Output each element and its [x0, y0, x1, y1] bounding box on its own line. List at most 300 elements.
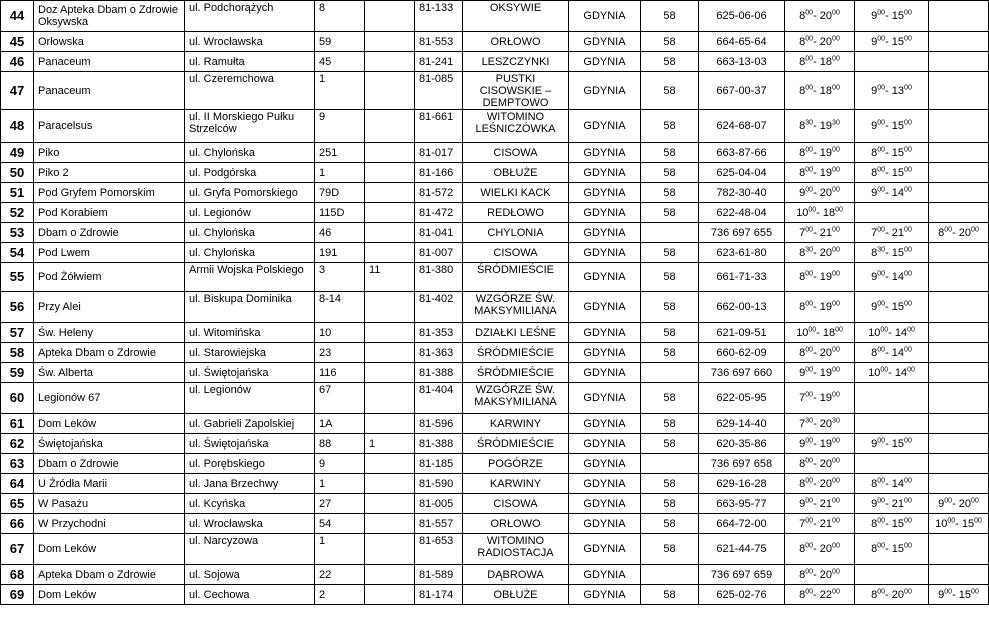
pharmacy-name: Pod Lwem [34, 243, 185, 263]
postal-code: 81-380 [415, 263, 463, 292]
district: ŚRÓDMIEŚCIE [463, 343, 569, 363]
close-hour: 14 [891, 477, 905, 490]
postal-code: 81-017 [415, 143, 463, 163]
open-hour: 8 [799, 120, 806, 132]
apartment-number [365, 363, 415, 383]
open-minute: 00 [877, 119, 886, 127]
close-hour: 19 [819, 366, 833, 379]
hours-range [871, 589, 912, 601]
close-hour: 20 [819, 457, 833, 470]
hours-dash: - [813, 271, 820, 283]
close-minute: 00 [904, 9, 912, 17]
city: GDYNIA [569, 434, 641, 454]
close-hour: 20 [819, 346, 833, 359]
close-hour: 15 [891, 166, 905, 179]
close-minute: 00 [832, 185, 840, 193]
close-minute: 00 [971, 225, 979, 233]
hours-saturday [855, 474, 929, 494]
close-hour: 20 [958, 497, 972, 510]
hours-sunday [929, 514, 989, 534]
hours-range [938, 498, 979, 510]
open-hour: 8 [871, 346, 878, 359]
open-minute: 00 [805, 270, 814, 278]
table-row [1, 343, 989, 363]
postal-code: 81-404 [415, 383, 463, 414]
city: GDYNIA [569, 323, 641, 343]
close-minute: 00 [835, 205, 843, 213]
postal-code: 81-185 [415, 454, 463, 474]
city: GDYNIA [569, 565, 641, 585]
area-code: 58 [641, 494, 699, 514]
open-minute: 00 [805, 391, 814, 399]
postal-code: 81-241 [415, 52, 463, 72]
open-hour: 8 [799, 301, 806, 313]
city: GDYNIA [569, 343, 641, 363]
open-minute: 00 [805, 83, 814, 91]
hours-sunday [929, 163, 989, 183]
open-hour: 9 [799, 497, 806, 510]
hours-weekday [785, 434, 855, 454]
phone: 629-14-40 [699, 414, 785, 434]
hours-sunday [929, 383, 989, 414]
area-code: 58 [641, 514, 699, 534]
close-hour: 19 [819, 301, 833, 313]
close-hour: 15 [891, 35, 905, 48]
row-number: 67 [1, 534, 34, 565]
hours-dash: - [885, 271, 892, 283]
phone: 736 697 659 [699, 565, 785, 585]
open-hour: 10 [868, 366, 881, 379]
phone: 625-04-04 [699, 163, 785, 183]
close-hour: 20 [819, 186, 833, 199]
close-hour: 20 [819, 10, 833, 22]
hours-range [799, 438, 840, 450]
hours-dash: - [888, 366, 895, 379]
open-hour: 7 [799, 417, 806, 430]
close-hour: 18 [819, 55, 833, 68]
close-hour: 14 [894, 366, 908, 379]
phone: 624-68-07 [699, 110, 785, 143]
hours-sunday [929, 565, 989, 585]
area-code: 58 [641, 72, 699, 110]
close-minute: 00 [974, 516, 982, 524]
open-hour: 8 [799, 146, 806, 159]
hours-dash: - [952, 588, 959, 601]
hours-range [799, 271, 840, 283]
open-minute: 00 [805, 165, 814, 173]
hours-weekday [785, 363, 855, 383]
hours-weekday [785, 323, 855, 343]
open-minute: 00 [944, 225, 953, 233]
phone: 736 697 658 [699, 454, 785, 474]
close-minute: 00 [832, 83, 840, 91]
postal-code: 81-005 [415, 494, 463, 514]
hours-dash: - [813, 588, 820, 601]
open-hour: 8 [799, 543, 806, 555]
hours-range [799, 301, 840, 313]
hours-dash: - [813, 457, 820, 470]
close-hour: 15 [891, 120, 905, 132]
table-row [1, 494, 989, 514]
hours-range [871, 187, 912, 199]
row-number: 66 [1, 514, 34, 534]
close-minute: 00 [904, 225, 912, 233]
open-minute: 00 [808, 325, 817, 333]
hours-sunday [929, 1, 989, 32]
close-minute: 00 [904, 145, 912, 153]
apartment-number [365, 72, 415, 110]
pharmacy-name: Dbam o Zdrowie [34, 223, 185, 243]
phone: 662-00-13 [699, 292, 785, 323]
area-code: 58 [641, 585, 699, 605]
phone: 660-62-09 [699, 343, 785, 363]
hours-dash: - [813, 517, 820, 530]
hours-dash: - [813, 226, 820, 239]
hours-range [871, 543, 912, 555]
close-hour: 13 [891, 84, 905, 97]
hours-range [799, 392, 840, 404]
city: GDYNIA [569, 72, 641, 110]
close-minute: 00 [832, 391, 840, 399]
area-code: 58 [641, 323, 699, 343]
table-row [1, 263, 989, 292]
table-row [1, 223, 989, 243]
table-row [1, 534, 989, 565]
building-number: 2 [315, 585, 365, 605]
district: WITOMINO RADIOSTACJA [463, 534, 569, 565]
apartment-number [365, 474, 415, 494]
open-hour: 8 [871, 517, 878, 530]
district: WITOMINO LEŚNICZÓWKA [463, 110, 569, 143]
hours-range [871, 227, 912, 239]
hours-weekday [785, 474, 855, 494]
hours-saturday [855, 585, 929, 605]
hours-dash: - [885, 120, 892, 132]
close-minute: 00 [904, 119, 912, 127]
hours-dash: - [813, 301, 820, 313]
apartment-number [365, 110, 415, 143]
hours-saturday [855, 72, 929, 110]
close-minute: 00 [832, 225, 840, 233]
postal-code: 81-553 [415, 32, 463, 52]
close-minute: 00 [832, 542, 840, 550]
street: ul. Jana Brzechwy [185, 474, 315, 494]
row-number: 57 [1, 323, 34, 343]
open-hour: 8 [938, 226, 945, 239]
hours-weekday [785, 32, 855, 52]
postal-code: 81-589 [415, 565, 463, 585]
district: CISOWA [463, 243, 569, 263]
hours-dash: - [885, 477, 892, 490]
open-minute: 00 [805, 9, 814, 17]
building-number: 116 [315, 363, 365, 383]
hours-dash: - [885, 437, 892, 450]
close-hour: 15 [891, 10, 905, 22]
table-row [1, 414, 989, 434]
close-hour: 15 [891, 146, 905, 159]
open-minute: 00 [805, 436, 814, 444]
hours-dash: - [952, 497, 959, 510]
hours-range [871, 347, 912, 359]
hours-dash: - [955, 517, 962, 530]
row-number: 68 [1, 565, 34, 585]
street: ul. Gryfa Pomorskiego [185, 183, 315, 203]
hours-sunday [929, 474, 989, 494]
hours-dash: - [885, 543, 892, 555]
phone: 621-44-75 [699, 534, 785, 565]
close-minute: 00 [904, 436, 912, 444]
close-hour: 20 [819, 417, 833, 430]
close-hour: 21 [891, 497, 905, 510]
postal-code: 81-388 [415, 434, 463, 454]
open-minute: 00 [805, 587, 814, 595]
area-code [641, 363, 699, 383]
close-hour: 14 [891, 271, 905, 283]
apartment-number [365, 1, 415, 32]
district: OKSYWIE [463, 1, 569, 32]
hours-range [935, 518, 982, 530]
hours-saturday [855, 1, 929, 32]
apartment-number [365, 163, 415, 183]
pharmacy-name: U Źródła Marii [34, 474, 185, 494]
district: LESZCZYNKI [463, 52, 569, 72]
city: GDYNIA [569, 32, 641, 52]
area-code: 58 [641, 474, 699, 494]
open-hour: 8 [871, 166, 878, 179]
pharmacy-name: Orłowska [34, 32, 185, 52]
close-minute: 00 [832, 165, 840, 173]
hours-dash: - [813, 346, 820, 359]
row-number: 46 [1, 52, 34, 72]
phone: 782-30-40 [699, 183, 785, 203]
area-code [641, 565, 699, 585]
open-hour: 7 [799, 226, 806, 239]
phone: 667-00-37 [699, 72, 785, 110]
row-number: 52 [1, 203, 34, 223]
city: GDYNIA [569, 363, 641, 383]
open-minute: 00 [805, 365, 814, 373]
close-hour: 19 [819, 437, 833, 450]
close-minute: 00 [904, 516, 912, 524]
hours-sunday [929, 343, 989, 363]
hours-range [799, 147, 840, 159]
building-number: 1 [315, 534, 365, 565]
hours-dash: - [885, 226, 892, 239]
hours-weekday [785, 72, 855, 110]
row-number: 64 [1, 474, 34, 494]
open-hour: 8 [871, 543, 878, 555]
area-code: 58 [641, 110, 699, 143]
row-number: 47 [1, 72, 34, 110]
open-hour: 7 [799, 392, 806, 404]
close-hour: 15 [891, 301, 905, 313]
table-row [1, 363, 989, 383]
pharmacy-name: Apteka Dbam o Zdrowie [34, 565, 185, 585]
hours-sunday [929, 110, 989, 143]
close-minute: 00 [832, 34, 840, 42]
close-hour: 19 [819, 120, 833, 132]
hours-saturday [855, 454, 929, 474]
building-number: 1 [315, 474, 365, 494]
hours-saturday [855, 514, 929, 534]
open-hour: 8 [799, 35, 806, 48]
building-number: 10 [315, 323, 365, 343]
hours-range [796, 207, 843, 219]
building-number: 23 [315, 343, 365, 363]
apartment-number [365, 223, 415, 243]
hours-saturday [855, 163, 929, 183]
table-row [1, 514, 989, 534]
open-hour: 8 [799, 10, 806, 22]
hours-dash: - [813, 55, 820, 68]
hours-weekday [785, 203, 855, 223]
postal-code: 81-388 [415, 363, 463, 383]
hours-weekday [785, 263, 855, 292]
hours-dash: - [813, 35, 820, 48]
street: ul. Wrocławska [185, 32, 315, 52]
open-hour: 9 [871, 497, 878, 510]
open-minute: 00 [877, 587, 886, 595]
district: POGÓRZE [463, 454, 569, 474]
hours-dash: - [813, 417, 820, 430]
street: ul. Kcyńska [185, 494, 315, 514]
close-minute: 00 [904, 542, 912, 550]
street: ul. Cechowa [185, 585, 315, 605]
district: ORŁOWO [463, 32, 569, 52]
area-code: 58 [641, 292, 699, 323]
postal-code: 81-085 [415, 72, 463, 110]
open-minute: 00 [877, 436, 886, 444]
table-row [1, 585, 989, 605]
hours-range [799, 543, 840, 555]
hours-dash: - [885, 246, 892, 259]
hours-weekday [785, 292, 855, 323]
close-hour: 18 [822, 206, 836, 219]
area-code: 58 [641, 32, 699, 52]
hours-saturday [855, 183, 929, 203]
hours-range [871, 120, 912, 132]
hours-weekday [785, 414, 855, 434]
table-row [1, 110, 989, 143]
hours-sunday [929, 223, 989, 243]
hours-weekday [785, 110, 855, 143]
building-number: 191 [315, 243, 365, 263]
hours-dash: - [885, 517, 892, 530]
hours-dash: - [813, 10, 820, 22]
hours-weekday [785, 494, 855, 514]
row-number: 48 [1, 110, 34, 143]
postal-code: 81-653 [415, 534, 463, 565]
close-minute: 00 [907, 365, 915, 373]
postal-code: 81-166 [415, 163, 463, 183]
hours-dash: - [885, 146, 892, 159]
street: ul. Legionów [185, 203, 315, 223]
city: GDYNIA [569, 474, 641, 494]
pharmacy-name: Dom Leków [34, 585, 185, 605]
row-number: 62 [1, 434, 34, 454]
close-minute: 00 [832, 270, 840, 278]
area-code: 58 [641, 243, 699, 263]
row-number: 69 [1, 585, 34, 605]
apartment-number [365, 454, 415, 474]
open-hour: 8 [799, 55, 806, 68]
area-code: 58 [641, 52, 699, 72]
close-hour: 20 [819, 477, 833, 490]
postal-code: 81-041 [415, 223, 463, 243]
apartment-number [365, 343, 415, 363]
close-minute: 00 [832, 516, 840, 524]
hours-weekday [785, 565, 855, 585]
open-hour: 8 [799, 477, 806, 490]
close-minute: 00 [832, 145, 840, 153]
row-number: 59 [1, 363, 34, 383]
pharmacy-name: W Przychodni [34, 514, 185, 534]
hours-range [871, 271, 912, 283]
open-hour: 8 [799, 568, 806, 581]
district: ŚRÓDMIEŚCIE [463, 434, 569, 454]
pharmacy-name: Dbam o Zdrowie [34, 454, 185, 474]
hours-dash: - [885, 346, 892, 359]
city: GDYNIA [569, 292, 641, 323]
pharmacy-name: Doz Apteka Dbam o Zdrowie Oksywska [34, 1, 185, 32]
postal-code: 81-596 [415, 414, 463, 434]
hours-weekday [785, 143, 855, 163]
city: GDYNIA [569, 52, 641, 72]
apartment-number [365, 32, 415, 52]
open-hour: 8 [799, 588, 806, 601]
open-hour: 8 [799, 346, 806, 359]
open-minute: 00 [877, 476, 886, 484]
street: ul. Podgórska [185, 163, 315, 183]
hours-dash: - [813, 120, 820, 132]
close-minute: 00 [835, 325, 843, 333]
open-minute: 00 [877, 300, 886, 308]
open-minute: 00 [805, 456, 814, 464]
open-hour: 10 [935, 517, 948, 530]
open-hour: 10 [796, 326, 809, 339]
open-minute: 00 [805, 516, 814, 524]
close-minute: 00 [832, 587, 840, 595]
hours-saturday [855, 323, 929, 343]
apartment-number [365, 292, 415, 323]
phone: 664-72-00 [699, 514, 785, 534]
close-minute: 00 [904, 587, 912, 595]
hours-sunday [929, 363, 989, 383]
open-minute: 00 [877, 345, 886, 353]
close-minute: 00 [904, 345, 912, 353]
building-number: 3 [315, 263, 365, 292]
hours-saturday [855, 292, 929, 323]
open-minute: 00 [877, 516, 886, 524]
close-hour: 14 [891, 186, 905, 199]
hours-range [938, 227, 979, 239]
area-code: 58 [641, 414, 699, 434]
close-hour: 15 [961, 517, 975, 530]
phone: 620-35-86 [699, 434, 785, 454]
close-hour: 20 [958, 226, 972, 239]
apartment-number [365, 494, 415, 514]
hours-weekday [785, 1, 855, 32]
hours-dash: - [885, 84, 892, 97]
phone: 623-61-80 [699, 243, 785, 263]
open-minute: 00 [805, 476, 814, 484]
apartment-number [365, 565, 415, 585]
hours-saturday [855, 263, 929, 292]
phone: 736 697 655 [699, 223, 785, 243]
row-number: 51 [1, 183, 34, 203]
close-minute: 00 [832, 300, 840, 308]
pharmacy-name: Piko 2 [34, 163, 185, 183]
